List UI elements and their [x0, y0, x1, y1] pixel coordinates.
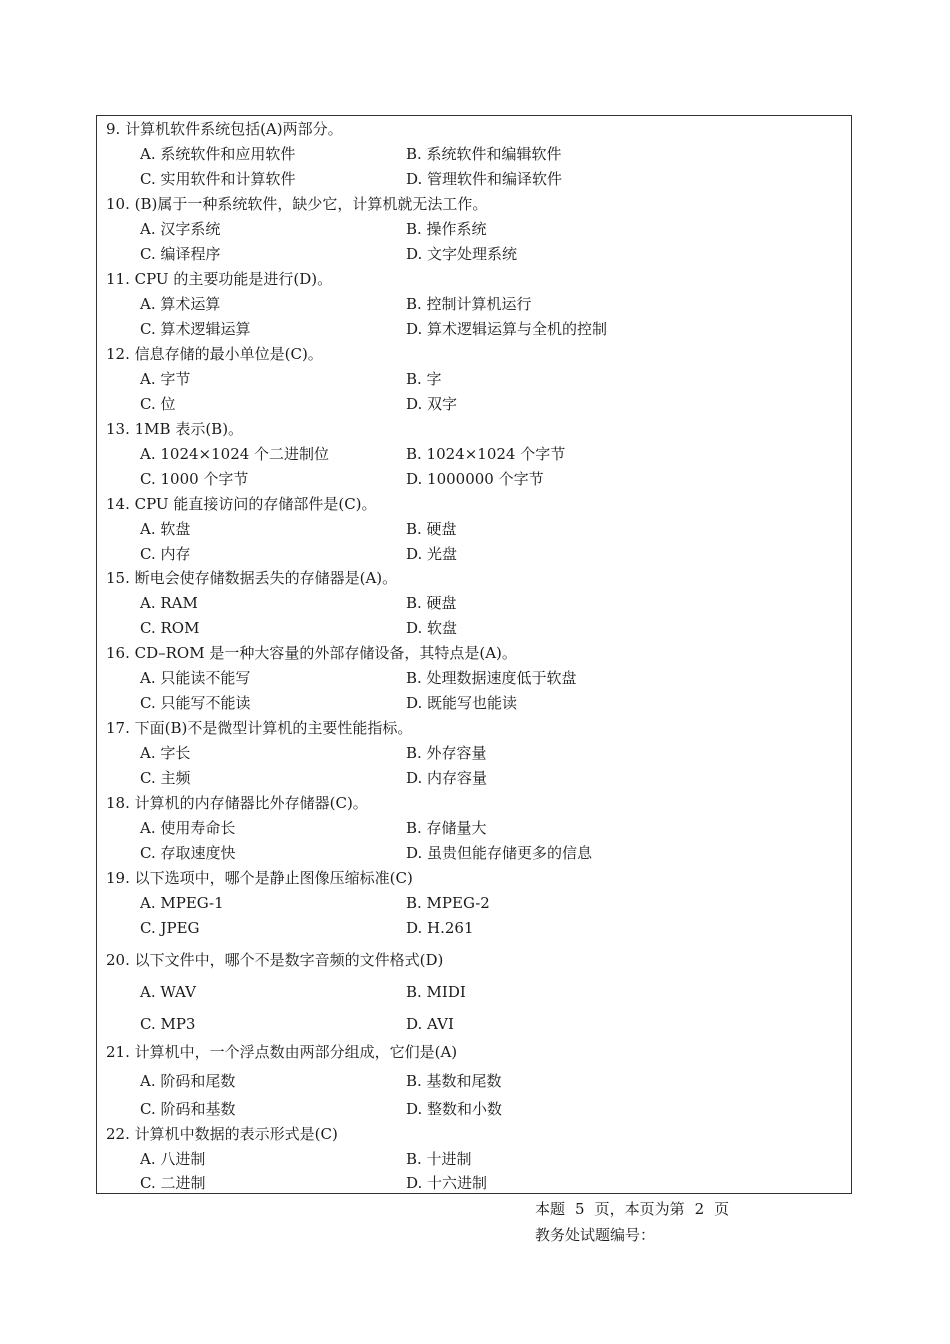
question-17: 17. 下面(B)不是微型计算机的主要性能指标。 — [106, 719, 413, 737]
question-13: 13. 1MB 表示(B)。 — [106, 420, 244, 438]
option-22c: C. 二进制 — [140, 1174, 206, 1192]
option-14c: C. 内存 — [140, 545, 191, 563]
question-20: 20. 以下文件中，哪个不是数字音频的文件格式(D) — [106, 951, 444, 969]
option-13a: A. 1024×1024 个二进制位 — [140, 445, 330, 463]
option-16d: D. 既能写也能读 — [406, 694, 518, 712]
option-10a: A. 汉字系统 — [140, 220, 221, 238]
option-20c: C. MP3 — [140, 1015, 196, 1033]
exam-code-label: 教务处试题编号： — [535, 1226, 656, 1244]
option-14b: B. 硬盘 — [406, 520, 457, 538]
option-15c: C. ROM — [140, 619, 200, 637]
option-16a: A. 只能读不能写 — [140, 669, 251, 687]
option-12a: A. 字节 — [140, 370, 191, 388]
option-10d: D. 文字处理系统 — [406, 245, 518, 263]
question-12: 12. 信息存储的最小单位是(C)。 — [106, 345, 323, 363]
current-page: 2 — [694, 1200, 705, 1218]
option-15b: B. 硬盘 — [406, 594, 457, 612]
option-9d: D. 管理软件和编译软件 — [406, 170, 563, 188]
option-19a: A. MPEG-1 — [140, 894, 224, 912]
option-11a: A. 算术运算 — [140, 295, 221, 313]
option-21c: C. 阶码和基数 — [140, 1100, 236, 1118]
option-17a: A. 字长 — [140, 744, 191, 762]
option-9b: B. 系统软件和编辑软件 — [406, 145, 562, 163]
question-10: 10. (B)属于一种系统软件，缺少它，计算机就无法工作。 — [106, 195, 488, 213]
option-22b: B. 十进制 — [406, 1150, 472, 1168]
option-12b: B. 字 — [406, 370, 442, 388]
option-21b: B. 基数和尾数 — [406, 1072, 502, 1090]
option-17b: B. 外存容量 — [406, 744, 487, 762]
option-9a: A. 系统软件和应用软件 — [140, 145, 296, 163]
question-15: 15. 断电会使存储数据丢失的存储器是(A)。 — [106, 569, 398, 587]
question-11: 11. CPU 的主要功能是进行(D)。 — [106, 270, 333, 288]
option-12d: D. 双字 — [406, 395, 458, 413]
option-10c: C. 编译程序 — [140, 245, 221, 263]
question-16: 16. CD–ROM 是一种大容量的外部存储设备，其特点是(A)。 — [106, 644, 517, 662]
current-prefix: 页，本页为第 — [594, 1200, 685, 1218]
total-prefix: 本题 — [535, 1200, 566, 1218]
option-13b: B. 1024×1024 个字节 — [406, 445, 566, 463]
question-19: 19. 以下选项中，哪个是静止图像压缩标准(C) — [106, 869, 413, 887]
question-18: 18. 计算机的内存储器比外存储器(C)。 — [106, 794, 368, 812]
option-22d: D. 十六进制 — [406, 1174, 488, 1192]
option-16b: B. 处理数据速度低于软盘 — [406, 669, 577, 687]
option-17c: C. 主频 — [140, 769, 191, 787]
option-14d: D. 光盘 — [406, 545, 458, 563]
option-19b: B. MPEG-2 — [406, 894, 490, 912]
question-14: 14. CPU 能直接访问的存储部件是(C)。 — [106, 495, 377, 513]
option-19d: D. H.261 — [406, 919, 474, 937]
option-11d: D. 算术逻辑运算与全机的控制 — [406, 320, 608, 338]
option-11b: B. 控制计算机运行 — [406, 295, 532, 313]
option-21d: D. 整数和小数 — [406, 1100, 503, 1118]
option-21a: A. 阶码和尾数 — [140, 1072, 236, 1090]
option-15d: D. 软盘 — [406, 619, 458, 637]
option-17d: D. 内存容量 — [406, 769, 488, 787]
option-9c: C. 实用软件和计算软件 — [140, 170, 296, 188]
option-18b: B. 存储量大 — [406, 819, 487, 837]
option-15a: A. RAM — [140, 594, 198, 612]
option-13c: C. 1000 个字节 — [140, 470, 249, 488]
option-16c: C. 只能写不能读 — [140, 694, 251, 712]
option-18d: D. 虽贵但能存储更多的信息 — [406, 844, 593, 862]
option-14a: A. 软盘 — [140, 520, 191, 538]
option-18c: C. 存取速度快 — [140, 844, 236, 862]
option-20b: B. MIDI — [406, 983, 466, 1001]
option-13d: D. 1000000 个字节 — [406, 470, 544, 488]
option-11c: C. 算术逻辑运算 — [140, 320, 251, 338]
question-22: 22. 计算机中数据的表示形式是(C) — [106, 1125, 338, 1143]
option-19c: C. JPEG — [140, 919, 200, 937]
option-18a: A. 使用寿命长 — [140, 819, 236, 837]
question-21: 21. 计算机中，一个浮点数由两部分组成，它们是(A) — [106, 1043, 458, 1061]
current-suffix: 页 — [714, 1200, 730, 1218]
option-20d: D. AVI — [406, 1015, 454, 1033]
page-count-line — [535, 1199, 729, 1219]
option-22a: A. 八进制 — [140, 1150, 206, 1168]
total-pages: 5 — [575, 1200, 585, 1218]
question-9: 9. 计算机软件系统包括(A)两部分。 — [106, 120, 343, 138]
option-10b: B. 操作系统 — [406, 220, 487, 238]
option-12c: C. 位 — [140, 395, 176, 413]
option-20a: A. WAV — [140, 983, 196, 1001]
